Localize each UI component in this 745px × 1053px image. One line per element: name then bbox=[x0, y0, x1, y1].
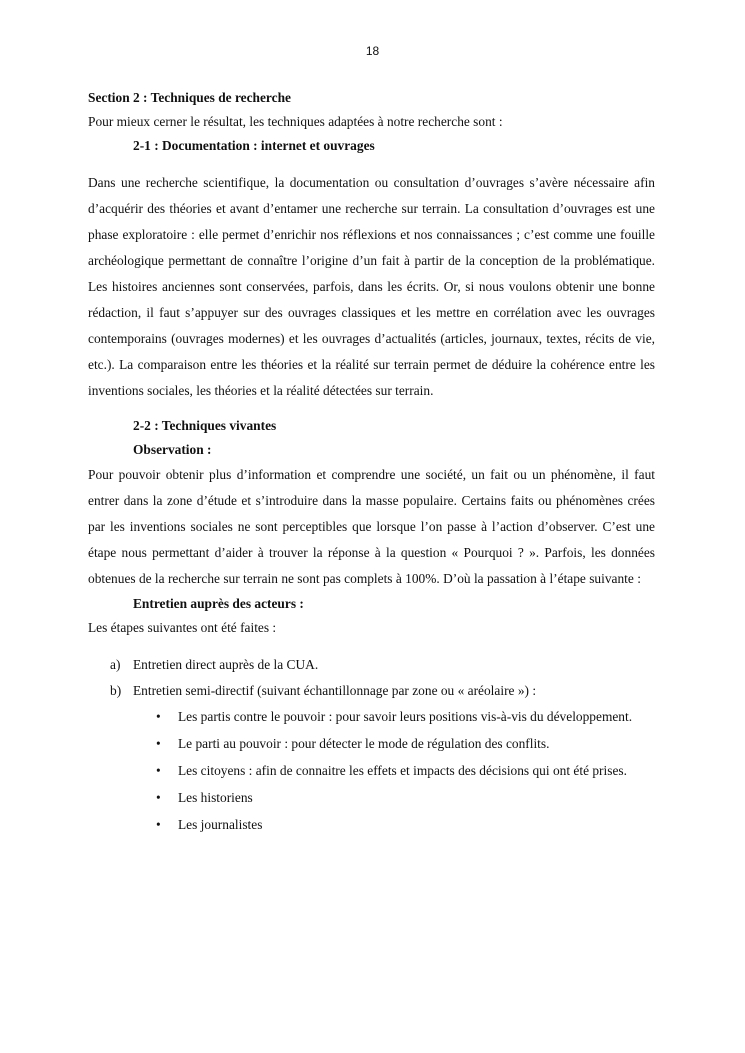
list-item-text: Les partis contre le pouvoir : pour savoir leurs positions vis-à-vis du développement. bbox=[178, 709, 633, 724]
list-item bbox=[88, 785, 655, 811]
bullet-icon: • bbox=[156, 817, 161, 832]
list-item-text: Les historiens bbox=[178, 790, 253, 805]
document-body bbox=[88, 86, 655, 839]
page-number: 18 bbox=[365, 44, 380, 58]
list-item-text: Les journalistes bbox=[178, 817, 263, 832]
list-item bbox=[88, 812, 655, 838]
steps-list bbox=[88, 652, 655, 704]
list-item-text: Les citoyens : afin de connaitre les effets et impacts des décisions qui ont été prises. bbox=[178, 763, 627, 778]
interview-heading: Entretien auprès des acteurs : bbox=[133, 596, 304, 611]
list-item bbox=[88, 678, 655, 704]
list-marker: a) bbox=[110, 657, 121, 672]
list-item bbox=[88, 704, 655, 730]
section-title: Section 2 : Techniques de recherche bbox=[88, 90, 291, 105]
list-marker: b) bbox=[110, 683, 122, 698]
bullet-icon: • bbox=[156, 763, 161, 778]
list-item-text: Entretien direct auprès de la CUA. bbox=[133, 657, 319, 672]
bullet-icon: • bbox=[156, 709, 161, 724]
list-item-text: Entretien semi-directif (suivant échantillonnage par zone ou « aréolaire ») : bbox=[133, 683, 537, 698]
list-item bbox=[88, 758, 655, 784]
documentation-paragraph: Dans une recherche scientifique, la documentation ou consultation d’ouvrages s’avère nécessaire afin d’acquérir des théories et avant d’entamer une recherche sur terrain. La consultation d’ouvrages est une phase exploratoire : elle permet d’enrichir nos réflexions et nos connaissances ; c’est comme une fouille archéologique permettant de connaître l’origine d’un fait à partir de la conception de la problématique. Les histoires anciennes sont conservées, parfois, dans les écrits. Or, si nous voulons obtenir une bonne rédaction, il faut s’appuyer sur des ouvrages classiques et les mettre en corrélation avec les ouvrages contemporains (ouvrages modernes) et les ouvrages d’actualités (articles, journaux, textes, récits de vie, etc.). La comparaison entre les théories et la réalité sur terrain permet de déduire la cohérence entre les inventions sociales, les théories et la réalité détectées sur terrain. bbox=[88, 175, 655, 398]
subsection-1-title: 2-1 : Documentation : internet et ouvrages bbox=[133, 138, 375, 153]
bullet-icon: • bbox=[156, 736, 161, 751]
bullet-icon: • bbox=[156, 790, 161, 805]
list-item bbox=[88, 731, 655, 757]
list-item-text: Le parti au pouvoir : pour détecter le mode de régulation des conflits. bbox=[178, 736, 550, 751]
observation-paragraph: Pour pouvoir obtenir plus d’information et comprendre une société, un fait ou un phénomène, il faut entrer dans la zone d’étude et s’introduire dans la masse populaire. Certains faits ou phénomènes crées par les inventions sociales ne sont perceptibles que lorsque l’on passe à l’action d’observer. C’est une étape nous permettant d’aider à trouver la réponse à la question « Pourquoi ? ». Parfois, les données obtenues de la recherche sur terrain ne sont pas complets à 100%. D’où la passation à l’étape suivante : bbox=[88, 467, 655, 586]
observation-heading: Observation : bbox=[133, 442, 212, 457]
list-item bbox=[88, 652, 655, 678]
subsection-2-title: 2-2 : Techniques vivantes bbox=[133, 418, 277, 433]
section-intro: Pour mieux cerner le résultat, les techniques adaptées à notre recherche sont : bbox=[88, 114, 503, 129]
interview-intro: Les étapes suivantes ont été faites : bbox=[88, 620, 277, 635]
actors-bullet-list bbox=[88, 704, 655, 838]
